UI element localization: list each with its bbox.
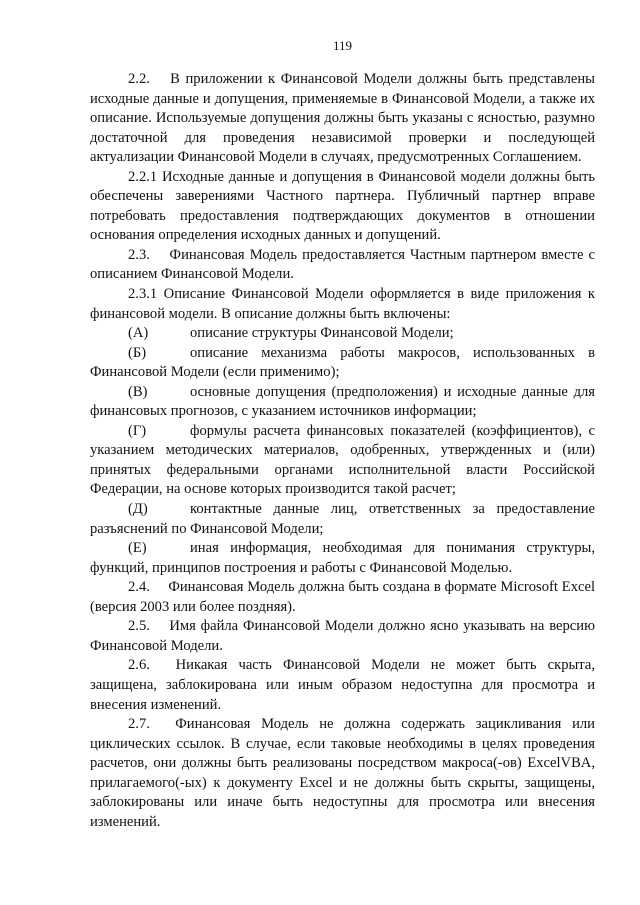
list-item-e (90, 539, 595, 578)
list-item-letter: (Б) (128, 344, 147, 361)
list-item-letter: (Г) (128, 422, 147, 439)
list-item-text: иная информация, необходимая для понимания структуры, функций, принципов построения и работы с Финансовой Моделью. (90, 540, 595, 576)
paragraph-2-3-1: 2.3.1 Описание Финансовой Модели оформляется в виде приложения к финансовой модели. В описание должны быть включены: (90, 286, 595, 322)
list-item-letter: (А) (128, 325, 149, 342)
list-item-letter: (Е) (128, 540, 147, 557)
list-item-b (90, 344, 595, 383)
list-item-letter: (Д) (128, 501, 148, 518)
paragraph-2-7: 2.7. Финансовая Модель не должна содержать зацикливания или циклических ссылок. В случае, если таковые необходимы в целях проведения расчетов, они должны быть реализованы посредством макроса(-ов) ExcelVBA, прилагаемого(-ых) к документу Excel и не должны быть скрыты, защищены, заблокированы или иначе быть недоступны для просмотра или внесения изменений. (90, 716, 595, 830)
paragraph-2-5: 2.5. Имя файла Финансовой Модели должно ясно указывать на версию Финансовой Модели. (90, 618, 595, 654)
list-item-g (90, 422, 595, 500)
document-body (90, 70, 595, 832)
paragraph-2-4: 2.4. Финансовая Модель должна быть создана в формате Microsoft Excel (версия 2003 или более поздняя). (90, 579, 595, 615)
list-item-letter: (В) (128, 383, 148, 400)
list-item-text: описание механизма работы макросов, использованных в Финансовой Модели (если применимо); (90, 344, 595, 381)
list-item-text: описание структуры Финансовой Модели; (190, 325, 454, 342)
paragraph-2-2-1: 2.2.1 Исходные данные и допущения в Финансовой модели должны быть обеспечены заверениями Частного партнера. Публичный партнер вправе потребовать предоставления подтверждающих документов в отношении основания определения исходных данных и допущений. (90, 168, 595, 244)
list-item-text: формулы расчета финансовых показателей (коэффициентов), с указанием методических материалов, одобренных, утвержденных и (или) принятых федеральными органами исполнительной власти Российской Федерации, на основе которых производится такой расчет; (90, 422, 595, 498)
list-item-text: основные допущения (предположения) и исходные данные для финансовых прогнозов, с указанием источников информации; (90, 383, 595, 420)
page-number: 119 (332, 38, 353, 53)
list-item-text: контактные данные лиц, ответственных за предоставление разъяснений по Финансовой Модели; (90, 501, 595, 537)
paragraph-2-6: 2.6. Никакая часть Финансовой Модели не может быть скрыта, защищена, заблокирована или иным образом недоступна для просмотра и внесения изменений. (90, 657, 595, 713)
paragraph-2-2: 2.2. В приложении к Финансовой Модели должны быть представлены исходные данные и допущения, применяемые в Финансовой Модели, а также их описание. Используемые допущения должны быть указаны с ясностью, разумно достаточной для проведения независимой проверки и последующей актуализации Финансовой Модели в случаях, предусмотренных Соглашением. (90, 71, 595, 166)
paragraph-2-3: 2.3. Финансовая Модель предоставляется Частным партнером вместе с описанием Финансовой Модели. (90, 246, 595, 283)
list-item-v (90, 383, 595, 422)
list-item-a (90, 324, 595, 344)
list-item-d (90, 500, 595, 539)
document-page (90, 0, 595, 905)
